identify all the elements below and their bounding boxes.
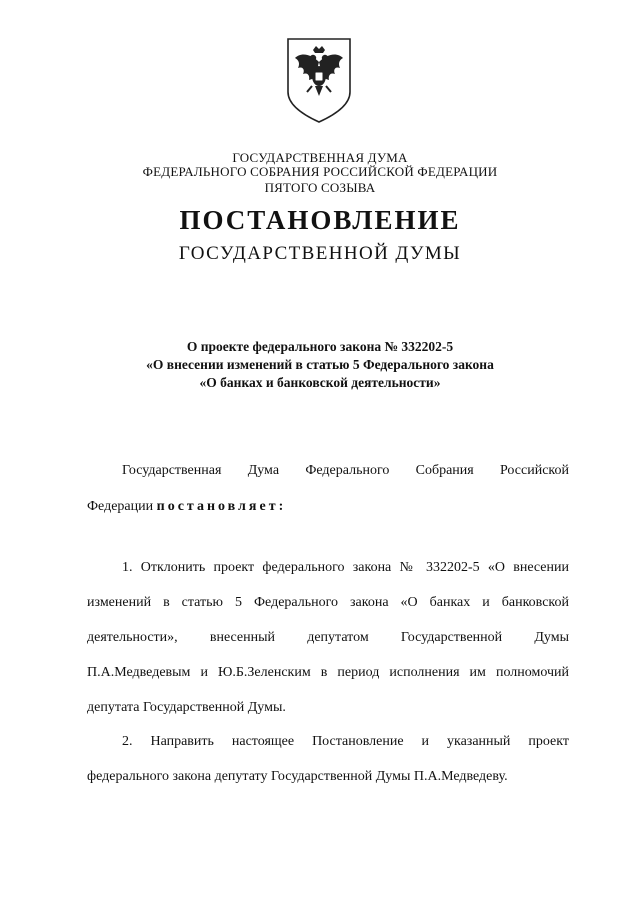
item1-line-5: депутата Государственной Думы. <box>87 700 286 715</box>
emblem-tail <box>315 86 323 96</box>
item1-line-3: деятельности», внесенный депутатом Государственной Думы <box>87 630 569 645</box>
document-title: ПОСТАНОВЛЕНИЕ <box>179 205 461 235</box>
preamble-line-2 <box>87 499 569 515</box>
header-line-2: ФЕДЕРАЛЬНОГО СОБРАНИЯ РОССИЙСКОЙ ФЕДЕРАЦИИ <box>142 164 498 179</box>
emblem-head-left <box>310 55 316 61</box>
subject-line-2: «О внесении изменений в статью 5 Федерального закона <box>146 357 494 372</box>
subject-line-3: «О банках и банковской деятельности» <box>199 375 441 390</box>
emblem-chest-shield <box>315 72 323 81</box>
emblem-crown <box>313 46 325 53</box>
header-line-1: ГОСУДАРСТВЕННАЯ ДУМА <box>232 150 408 165</box>
emblem-head-right <box>322 55 328 61</box>
item1-line-1: 1. Отклонить проект федерального закона № 332202-5 «О внесении <box>122 560 569 575</box>
item2-line-2: федерального закона депутату Государственной Думы П.А.Медведеву. <box>87 769 508 784</box>
subject-line-1: О проекте федерального закона № 332202-5 <box>186 339 454 354</box>
item2-line-1: 2. Направить настоящее Постановление и указанный проект <box>122 734 569 749</box>
document-subtitle: ГОСУДАРСТВЕННОЙ ДУМЫ <box>178 243 462 264</box>
preamble-decision-word: постановляет: <box>156 499 287 514</box>
preamble-prefix: Федерации <box>87 499 157 514</box>
header-line-3: ПЯТОГО СОЗЫВА <box>264 180 376 195</box>
item1-line-4: П.А.Медведевым и Ю.Б.Зеленским в период исполнения им полномочий <box>87 665 569 680</box>
preamble-line-1: Государственная Дума Федерального Собрания Российской <box>122 463 569 478</box>
coat-of-arms-emblem <box>285 36 353 124</box>
item1-line-2: изменений в статью 5 Федерального закона «О банках и банковской <box>87 595 569 610</box>
